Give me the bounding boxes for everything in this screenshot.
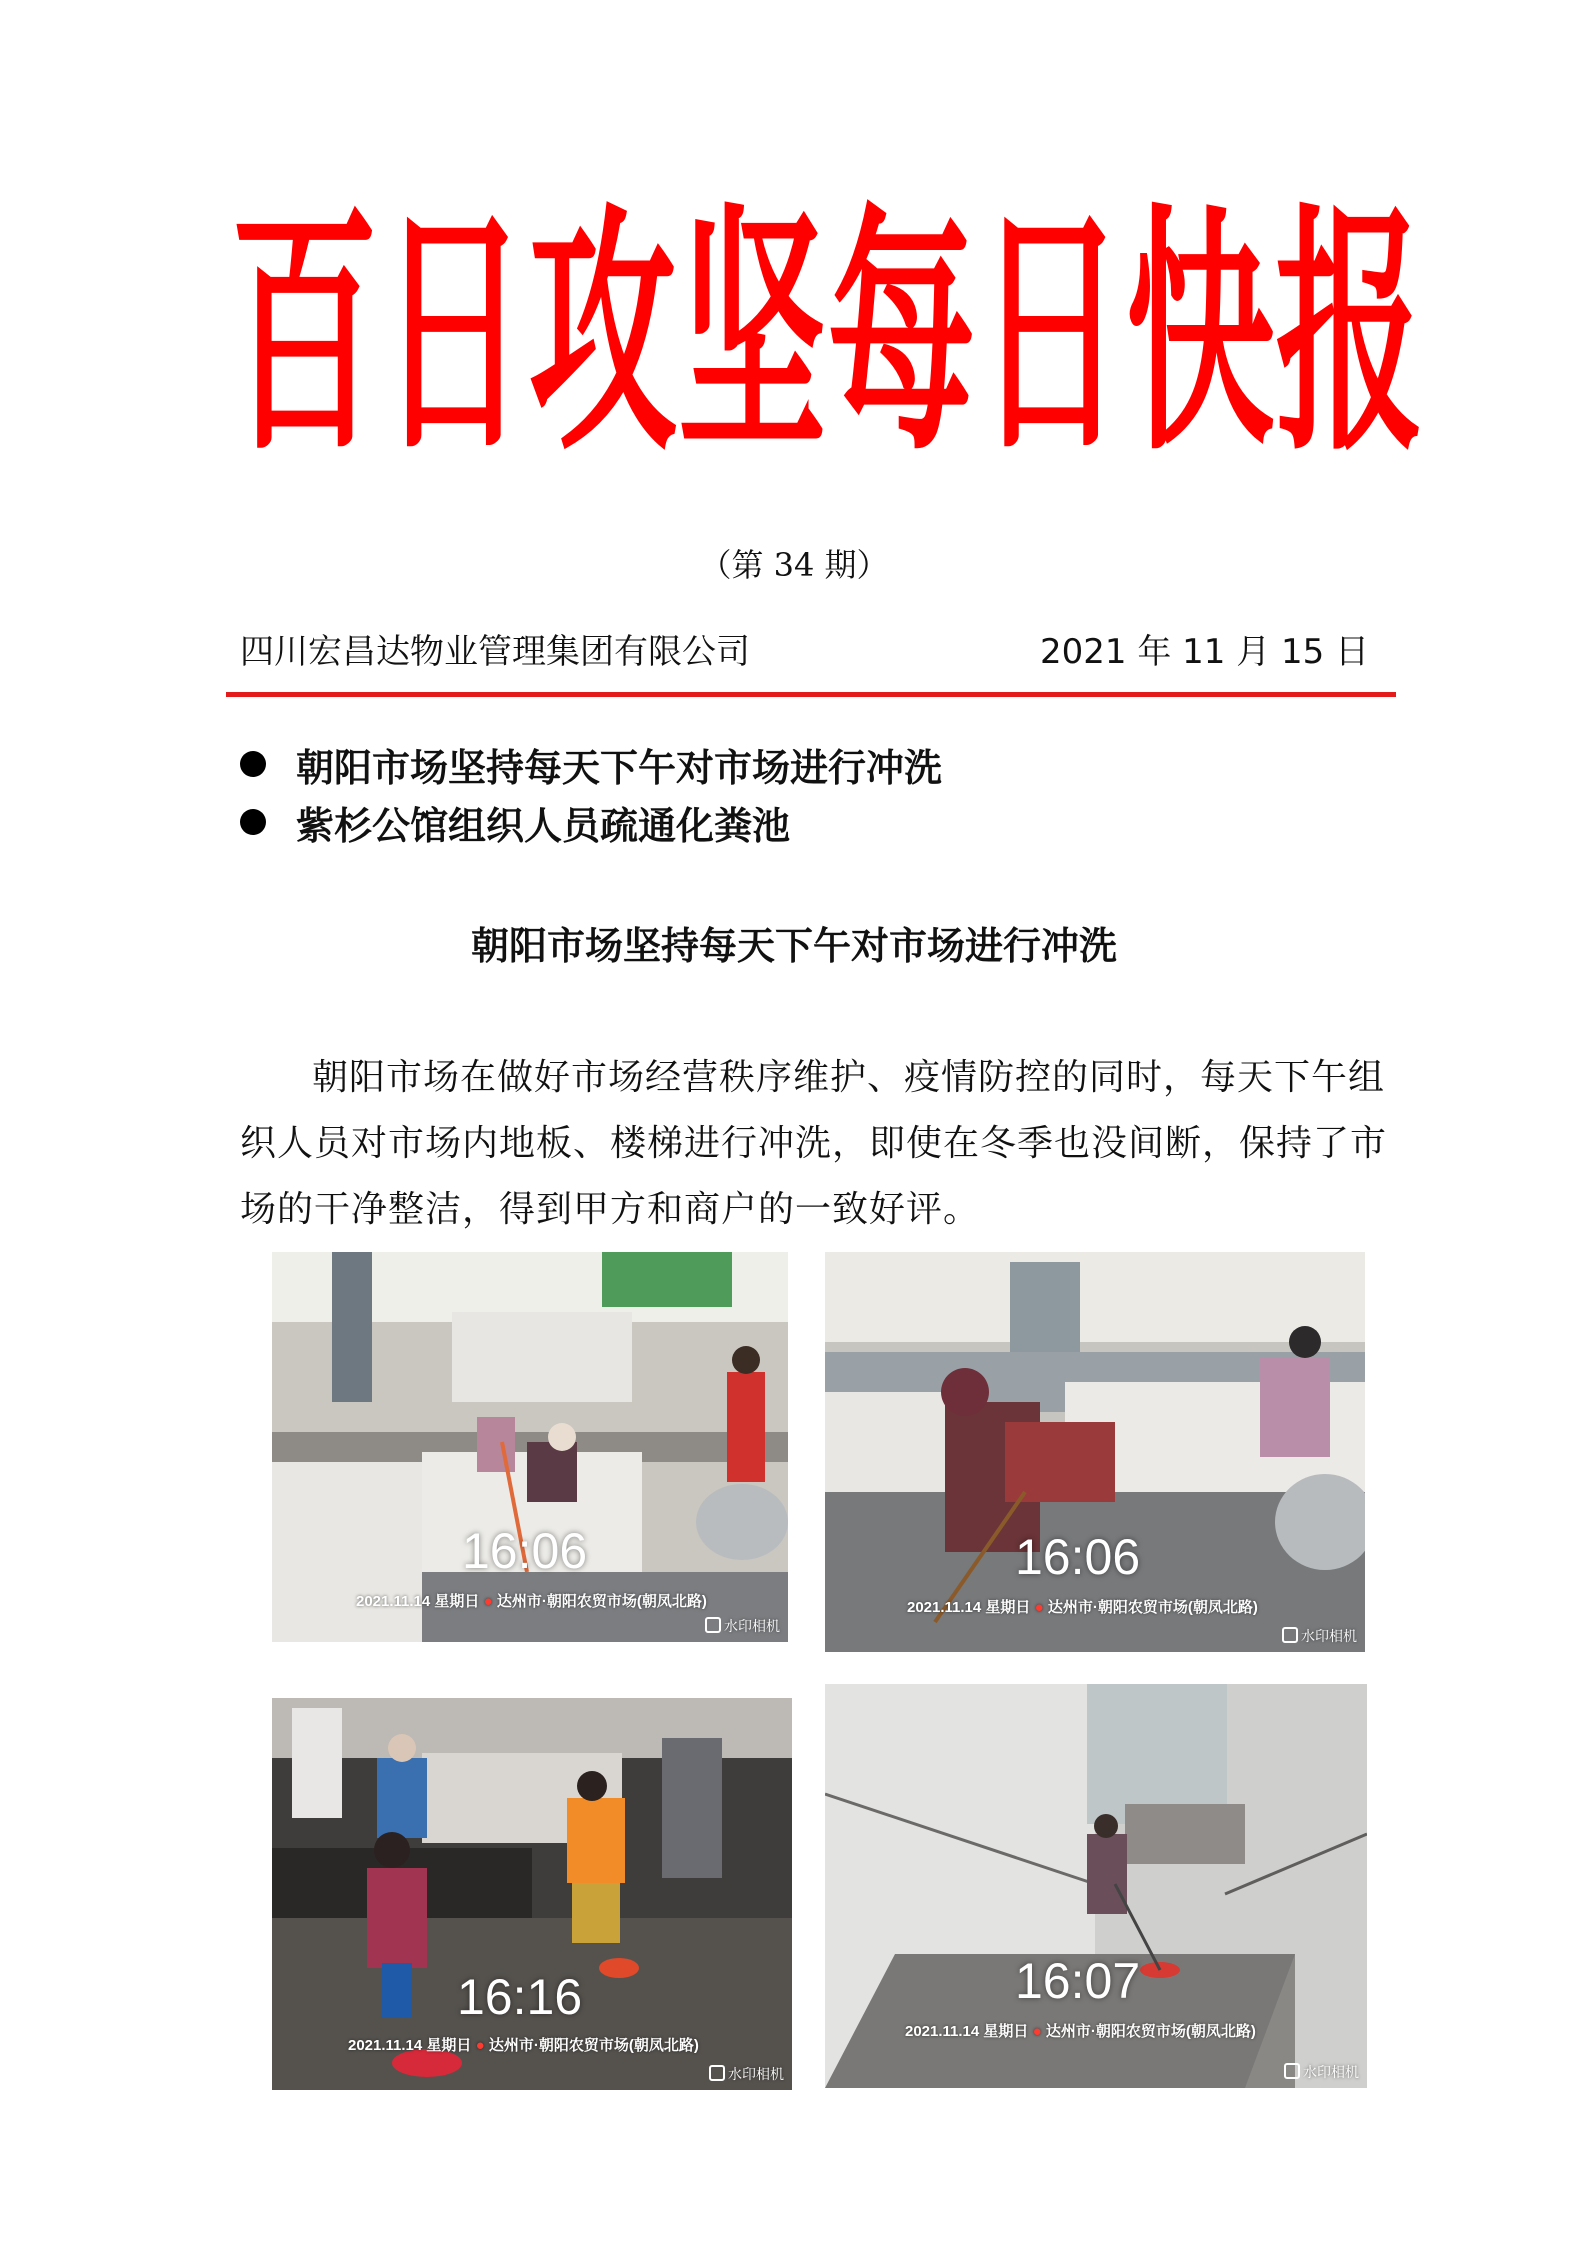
watermark-text: 水印相机: [728, 2066, 784, 2082]
date-stamp: 2021.11.14 星期日: [907, 1599, 1031, 1616]
company-name: 四川宏昌达物业管理集团有限公司: [240, 632, 750, 672]
location-text: 达州市·朝阳农贸市场(朝凤北路): [496, 1593, 707, 1610]
camera-icon: [705, 1617, 721, 1633]
location-pin-icon: ●: [475, 2037, 485, 2054]
watermark-text: 水印相机: [1303, 2064, 1359, 2080]
watermark: [1284, 2062, 1359, 2082]
photo-scene: [272, 1252, 788, 1642]
location-text: 达州市·朝阳农贸市场(朝凤北路): [1047, 1599, 1258, 1616]
photo-market-cleaning-3: [272, 1698, 792, 2090]
location-text: 达州市·朝阳农贸市场(朝凤北路): [488, 2037, 699, 2054]
photo-scene: [825, 1252, 1365, 1652]
bullet-dot-icon: [240, 751, 266, 777]
location-pin-icon: ●: [483, 1593, 493, 1610]
bullet-dot-icon: [240, 809, 266, 835]
date-stamp: 2021.11.14 星期日: [356, 1593, 480, 1610]
time-overlay: 16:06: [1015, 1529, 1141, 1585]
masthead-title: 百日攻坚每日快报: [230, 184, 1425, 486]
location-stamp: [348, 2034, 699, 2055]
headline-list: [240, 735, 942, 851]
watermark: [705, 1616, 780, 1636]
location-text: 达州市·朝阳农贸市场(朝凤北路): [1045, 2023, 1256, 2040]
article-body: 朝阳市场在做好市场经营秩序维护、疫情防控的同时，每天下午组织人员对市场内地板、楼梯进行冲洗，即使在冬季也没间断，保持了市场的干净整洁，得到甲方和商户的一致好评。: [240, 1057, 1388, 1230]
date-stamp: 2021.11.14 星期日: [348, 2037, 472, 2054]
camera-icon: [709, 2065, 725, 2081]
photo-scene: [272, 1698, 792, 2090]
bullet-text: 朝阳市场坚持每天下午对市场进行冲洗: [296, 745, 943, 790]
photo-stairway-cleaning: [825, 1684, 1367, 2088]
watermark: [1282, 1626, 1357, 1646]
location-stamp: [356, 1590, 707, 1611]
camera-icon: [1284, 2063, 1300, 2079]
photo-market-cleaning-1: [272, 1252, 788, 1642]
location-pin-icon: ●: [1034, 1599, 1044, 1616]
photo-market-cleaning-2: [825, 1252, 1365, 1652]
bullet-text: 紫杉公馆组织人员疏通化粪池: [296, 803, 791, 848]
red-divider: [226, 692, 1396, 697]
time-overlay: 16:16: [457, 1969, 583, 2025]
article-headline: 朝阳市场坚持每天下午对市场进行冲洗: [470, 924, 1117, 968]
watermark-text: 水印相机: [1301, 1628, 1357, 1644]
time-overlay: 16:07: [1015, 1953, 1141, 2009]
date-stamp: 2021.11.14 星期日: [905, 2023, 1029, 2040]
watermark: [709, 2064, 784, 2084]
location-stamp: [905, 2020, 1256, 2041]
bullet-item: [240, 735, 942, 793]
time-overlay: 16:06: [462, 1523, 588, 1579]
bullet-item: [240, 793, 942, 851]
location-stamp: [907, 1596, 1258, 1617]
camera-icon: [1282, 1627, 1298, 1643]
location-pin-icon: ●: [1032, 2023, 1042, 2040]
watermark-text: 水印相机: [724, 1618, 780, 1634]
issue-number: （第 34 期）: [699, 546, 889, 584]
publish-date: 2021 年 11 月 15 日: [1040, 632, 1370, 672]
